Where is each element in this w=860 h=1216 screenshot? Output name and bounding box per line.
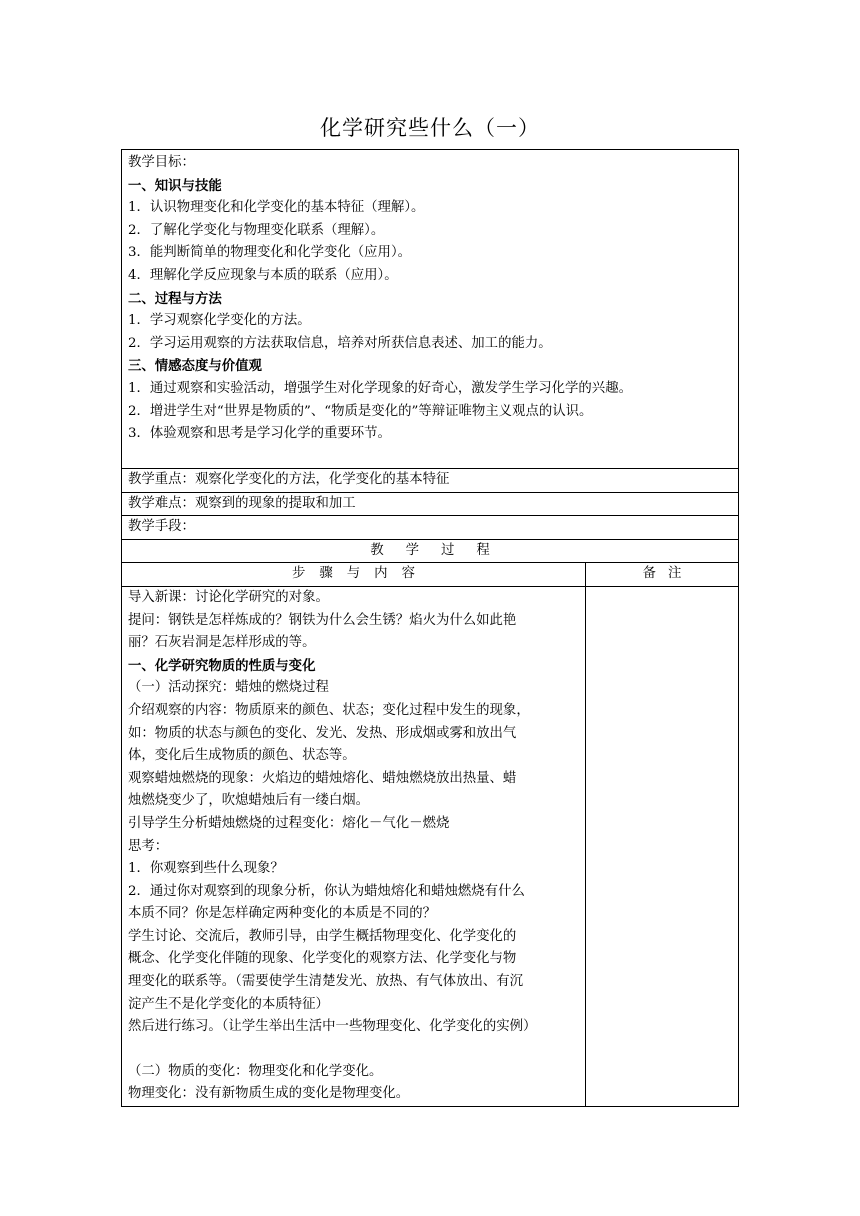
content-line: 思考： [128,838,169,854]
objective-item: 2．学习运用观察的方法获取信息，培养对所获信息表述、加工的能力。 [128,335,552,351]
objectives-list [128,175,732,446]
content-line: 烛燃烧变少了，吹熄蜡烛后有一缕白烟。 [128,793,370,809]
objective-item: 3．体验观察和思考是学习化学的重要环节。 [128,426,391,442]
content-line: 然后进行练习。（让学生举出生活中一些物理变化、化学变化的实例） [128,1019,537,1035]
content-line: 淀产生不是化学变化的本质特征） [128,996,329,1012]
key-point-cell: 教学重点：观察化学变化的方法，化学变化的基本特征 [122,469,739,493]
content-line: 2．通过你对观察到的现象分析，你认为蜡烛熔化和蜡烛燃烧有什么 [128,883,525,899]
content-line: 引导学生分析蜡烛燃烧的过程变化：熔化－气化－燃烧 [128,815,450,831]
process-header: 教学过程 [122,539,739,563]
steps-column-header: 步骤与内容 [122,563,586,587]
content-line: 如：物质的状态与颜色的变化、发光、发热、形成烟或雾和放出气 [128,725,517,741]
objective-item: 1．认识物理变化和化学变化的基本特征（理解）。 [128,200,425,216]
steps-content-cell [122,586,586,1106]
notes-content-cell [586,586,739,1106]
content-line: （二）物质的变化：物理变化和化学变化。 [128,1063,383,1079]
difficulty-cell: 教学难点：观察到的现象的提取和加工 [122,492,739,516]
notes-column-header: 备注 [586,563,739,587]
lesson-plan-table [121,149,739,1107]
means-row [122,516,739,540]
content-line: 体，变化后生成物质的颜色、状态等。 [128,748,356,764]
content-line: 概念、化学变化伴随的现象、化学变化的观察方法、化学变化与物 [128,951,517,967]
steps-list [128,587,579,1106]
column-header-row [122,563,739,587]
content-line: 本质不同？你是怎样确定两种变化的本质是不同的？ [128,906,436,922]
section-heading: 一、化学研究物质的性质与变化 [128,657,316,674]
content-line: 丽？石灰岩洞是怎样形成的等。 [128,635,316,651]
content-line: 介绍观察的内容：物质原来的颜色、状态；变化过程中发生的现象， [128,702,530,718]
objective-item: 4．理解化学反应现象与本质的联系（应用）。 [128,267,398,283]
page-title: 化学研究些什么（一） [320,116,540,140]
objectives-cell [122,150,739,469]
content-line: 物理变化：没有新物质生成的变化是物理变化。 [128,1086,410,1102]
objective-item: 3．能判断简单的物理变化和化学变化（应用）。 [128,245,412,261]
objective-section-title: 二、过程与方法 [128,290,222,307]
objectives-heading: 教学目标： [128,155,195,170]
difficulty-row [122,492,739,516]
objective-section-title: 三、情感态度与价值观 [128,358,262,375]
content-line: 提问：钢铁是怎样炼成的？钢铁为什么会生锈？焰火为什么如此艳 [128,612,517,628]
objective-item: 2．了解化学变化与物理变化联系（理解）。 [128,222,385,238]
objective-section-title: 一、知识与技能 [128,177,222,194]
content-line: 1．你观察到些什么现象？ [128,861,284,877]
objective-item: 1．通过观察和实验活动，增强学生对化学现象的好奇心，激发学生学习化学的兴趣。 [128,380,632,396]
key-point-row [122,469,739,493]
content-line: 理变化的联系等。（需要使学生清楚发光、放热、有气体放出、有沉 [128,974,524,990]
content-line: （一）活动探究：蜡烛的燃烧过程 [128,680,329,696]
content-line: 观察蜡烛燃烧的现象：火焰边的蜡烛熔化、蜡烛燃烧放出热量、蜡 [128,770,517,786]
means-cell: 教学手段： [122,516,739,540]
objectives-row [122,150,739,469]
content-line [128,1039,579,1061]
content-line: 学生讨论、交流后，教师引导，由学生概括物理变化、化学变化的 [128,928,517,944]
objective-item: 1．学习观察化学变化的方法。 [128,313,311,329]
process-header-row [122,539,739,563]
content-line: 导入新课：讨论化学研究的对象。 [128,589,329,605]
objective-item: 2．增进学生对“世界是物质的”、“物质是变化的”等辩证唯物主义观点的认识。 [128,403,593,419]
content-row [122,586,739,1106]
